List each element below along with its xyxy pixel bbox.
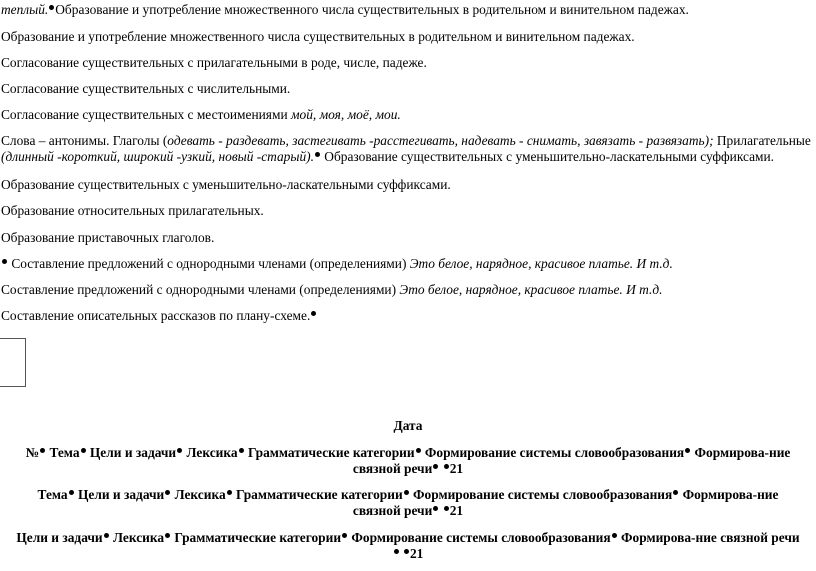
paragraph-11 [1,308,317,324]
paragraph-10 [1,282,662,298]
bullet-icon [342,533,347,538]
bullet-icon [81,448,86,453]
bullet-icon [165,490,170,495]
paragraph-2: Согласование существительных с прилагательными в роде, числе, падеже. [1,55,427,70]
paragraph-3: Согласование существительных с числительными. [1,81,291,96]
bullet-icon [673,490,678,495]
paragraph-5-c: Прилагательные [713,133,811,148]
table-header-row-3: Цели и задачи Лексика Грамматические категории Формирование системы словообразования Формирова-ние связной речи 21 [16,530,800,561]
bullet-icon [416,448,421,453]
bullet-icon [104,533,109,538]
bullet-icon [444,464,449,469]
table-header-row-1: № Тема Цели и задачи Лексика Грамматические категории Формирование системы словообразования Формирова-ние связной речи 21 [25,445,791,476]
paragraph-4 [1,107,401,123]
paragraph-5-b: одевать - раздевать, застегивать -расстегивать, надевать - снимать, завязать - развязать); [167,133,714,148]
paragraph-5-e: Образование существительных с уменьшительно-ласкательными суффиксами. [320,149,775,164]
bullet-icon [227,490,232,495]
bullet-icon [315,152,320,157]
paragraph-11-text: Составление описательных рассказов по плану-схеме. [1,308,311,323]
paragraph-5-a: Слова – антонимы. Глаголы ( [1,133,168,148]
table-header-row-2: Тема Цели и задачи Лексика Грамматические категории Формирование системы словообразования Формирова-ние связной речи 21 [37,487,779,518]
bullet-icon [49,5,54,10]
table-header-date: Дата [393,418,423,433]
bullet-icon [444,506,449,511]
paragraph-0-text: Образование и употребление множественного числа существительных в родительном и винительном падежах. [55,2,689,17]
bullet-icon [2,259,7,264]
paragraph-0-italic: теплый. [1,2,49,17]
bullet-icon [239,448,244,453]
paragraph-1: Образование и употребление множественного числа существительных в родительном и винительном падежах. [1,29,635,44]
paragraph-10-text: Составление предложений с однородными членами (определениями) [1,282,400,297]
table-cell-box [0,338,26,387]
bullet-icon [69,490,74,495]
paragraph-4-text: Согласование существительных с местоимениями [1,107,291,122]
paragraph-9-italic: Это белое, нарядное, красивое платье. И т.д. [409,256,673,271]
bullet-icon [433,506,438,511]
bullet-icon [433,464,438,469]
paragraph-5 [1,133,813,165]
bullet-icon [165,533,170,538]
paragraph-0 [1,2,689,18]
paragraph-4-italic: мой, моя, моё, мои. [290,107,401,122]
bullet-icon [404,490,409,495]
paragraph-5-d: (длинный -короткий, широкий -узкий, новый -старый). [1,149,314,164]
bullet-icon [685,448,690,453]
paragraph-10-italic: Это белое, нарядное, красивое платье. И т.д. [399,282,663,297]
bullet-icon [404,549,409,554]
paragraph-7: Образование относительных прилагательных. [1,203,264,218]
bullet-icon [394,549,399,554]
paragraph-9 [1,256,673,272]
paragraph-6: Образование существительных с уменьшительно-ласкательными суффиксами. [1,177,451,192]
bullet-icon [612,533,617,538]
paragraph-9-text: Составление предложений с однородными членами (определениями) [8,256,410,271]
paragraph-8: Образование приставочных глаголов. [1,230,215,245]
bullet-icon [177,448,182,453]
bullet-icon [311,311,316,316]
bullet-icon [40,448,45,453]
